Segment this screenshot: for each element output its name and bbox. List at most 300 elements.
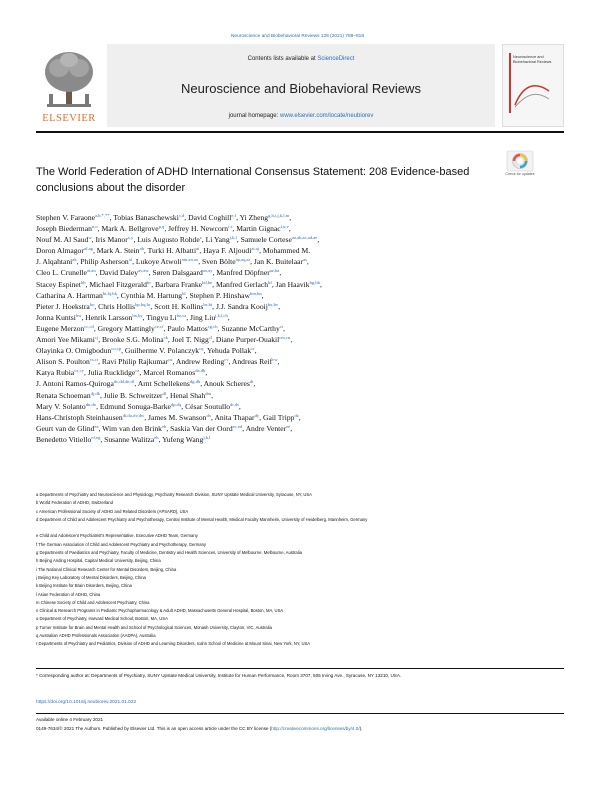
author-name[interactable]: Chris Hollis <box>98 301 136 311</box>
author-separator: , <box>288 224 291 234</box>
author-line <box>36 388 564 399</box>
author-affiliation-marks[interactable]: di <box>249 379 254 385</box>
author-name[interactable]: Susanne Walitza <box>104 434 155 444</box>
author-affiliation-marks[interactable]: aa,ab,ac,ad,ae <box>291 235 318 241</box>
license-link[interactable]: http://creativecommons.org/licenses/by/4.0/ <box>271 726 360 731</box>
author-separator: , <box>132 257 136 267</box>
author-affiliation-marks[interactable]: a,b,*,** <box>94 213 110 218</box>
author-separator: , <box>166 390 170 400</box>
author-name[interactable]: César Soutullo <box>185 401 231 411</box>
author-separator: , <box>211 390 213 400</box>
article-title: The World Federation of ADHD International Consensus Statement: 208 Evidence-based conclusions about the disorder <box>36 166 470 194</box>
author-name[interactable]: Jan Haavik <box>275 279 310 289</box>
footnote-rule <box>36 668 564 669</box>
author-separator: , <box>200 379 204 389</box>
author-separator: , <box>211 412 215 422</box>
author-line <box>36 243 564 254</box>
affiliation-item: i The National Clinical Research Center for Mental Disorders, Beijing, China <box>36 566 177 572</box>
author-separator: , <box>290 423 293 433</box>
author-name[interactable]: Samuele Cortese <box>240 235 292 245</box>
author-name[interactable]: Jonna Kuntsi <box>36 312 76 322</box>
author-affiliation-marks[interactable]: c,d <box>178 213 185 218</box>
contents-prefix: Contents lists available at <box>247 56 318 62</box>
author-affiliation-marks[interactable]: ee <box>286 423 291 429</box>
author-line <box>36 232 564 243</box>
author-separator: , <box>271 279 276 289</box>
author-affiliation-marks[interactable]: dx <box>206 412 212 418</box>
author-separator: , <box>143 246 148 256</box>
author-separator: , <box>84 368 88 378</box>
author-name[interactable]: Tingyu Li <box>146 312 177 322</box>
affiliation-item: o Department of Psychiatry, Harvard Medical School, Boston, MA, USA <box>36 616 168 622</box>
license-suffix: ). <box>359 726 363 731</box>
author-separator: , <box>212 268 217 278</box>
author-name[interactable]: Anouk Scheres <box>203 379 250 389</box>
author-line <box>36 254 564 265</box>
author-affiliation-marks[interactable]: dr,ds <box>230 401 239 407</box>
author-separator: , <box>306 257 309 267</box>
affiliation-item: e Child and Adolescent Psychiatrist's Representative, Executive ADHD Team, Germany <box>36 533 198 539</box>
author-separator: , <box>93 323 98 333</box>
author-affiliation-marks[interactable]: j,k,l <box>203 434 211 440</box>
author-name[interactable]: Geurt van de Glind <box>36 423 95 433</box>
author-affiliation-marks[interactable]: cm,cn <box>279 335 291 341</box>
author-name[interactable]: Manfred Döpfner <box>216 268 270 278</box>
author-separator: , <box>94 301 99 311</box>
author-name[interactable]: David Daley <box>99 268 139 278</box>
author-name[interactable]: Katya Rubia <box>36 368 75 378</box>
author-separator: , <box>76 257 81 267</box>
author-affiliation-marks[interactable]: dy <box>254 412 260 418</box>
affiliation-item: j Beijing Key Laboratory of Mental Disorders, Beijing, China <box>36 574 146 580</box>
author-affiliation-marks[interactable]: dc,dd,de,df <box>113 379 135 385</box>
author-affiliation-marks[interactable]: bo <box>89 301 95 307</box>
author-separator: , <box>279 268 282 278</box>
author-line <box>36 421 564 432</box>
author-name[interactable]: Sven Bölte <box>202 257 236 267</box>
author-affiliation-marks[interactable]: ck <box>163 335 168 341</box>
author-separator: , <box>121 346 125 356</box>
author-separator: , <box>134 379 138 389</box>
homepage-prefix: journal homepage: <box>228 113 280 119</box>
author-affiliation-marks[interactable]: cv <box>224 357 229 363</box>
author-affiliation-marks[interactable]: dm <box>205 390 212 396</box>
author-name[interactable]: Stacey Espinet <box>36 279 81 289</box>
author-affiliation-marks[interactable]: cq <box>199 346 204 352</box>
author-name[interactable]: Hans-Christoph Steinhausen <box>36 412 123 422</box>
author-name[interactable]: Saskia Van der Oord <box>170 423 233 433</box>
affiliation-list <box>36 491 564 649</box>
author-affiliation-marks[interactable]: ai,aj <box>251 246 260 252</box>
author-name[interactable]: Joel T. Nigg <box>171 335 209 345</box>
author-affiliation-marks[interactable]: cx,cy <box>74 368 84 374</box>
author-separator: , <box>100 434 105 444</box>
author-line <box>36 365 564 376</box>
author-line <box>36 221 564 232</box>
author-name[interactable]: Cynthia M. Hartung <box>120 290 183 300</box>
author-separator: , <box>172 357 176 367</box>
author-name[interactable]: Andreas Reif <box>231 357 273 367</box>
author-separator: , <box>98 423 103 433</box>
author-affiliation-marks[interactable]: cg,ch <box>207 323 218 329</box>
author-separator: , <box>242 423 246 433</box>
author-name[interactable]: Jing Liu <box>190 312 216 322</box>
author-affiliation-marks[interactable]: dz <box>294 412 299 418</box>
author-affiliation-marks[interactable]: z <box>199 235 202 241</box>
author-name[interactable]: Lukoye Atwoli <box>135 257 182 267</box>
author-separator: , <box>92 246 97 256</box>
author-name[interactable]: Michael Fitzgerald <box>89 279 147 289</box>
author-affiliation-marks[interactable]: dl <box>162 390 167 396</box>
elsevier-tree-icon <box>43 50 95 110</box>
author-affiliation-marks[interactable]: bu,bv <box>267 301 279 307</box>
affiliation-item: l Asian Federation of ADHD, China <box>36 591 101 597</box>
author-separator: , <box>85 279 90 289</box>
author-name[interactable]: Yufeng Wang <box>162 434 204 444</box>
author-affiliation-marks[interactable]: da,db <box>195 368 206 374</box>
author-separator: , <box>167 335 172 345</box>
affiliation-item: m Chinese Society of Child and Adolescent Psychiatry, China <box>36 599 150 605</box>
author-separator: , <box>198 257 203 267</box>
author-name[interactable]: Renata Schoeman <box>36 390 91 400</box>
author-list <box>36 210 564 443</box>
author-separator: , <box>205 368 208 378</box>
author-separator: , <box>98 357 102 367</box>
author-name[interactable]: Paulo Mattos <box>167 323 208 333</box>
affiliation-item: a Departments of Psychiatry and Neuroscience and Physiology, Psychiatry Research Division, SUNY Upstate Medical University, Syracuse, NY, USA <box>36 492 312 497</box>
author-line <box>36 210 564 221</box>
author-affiliation-marks[interactable]: ec,ed <box>232 423 243 429</box>
author-separator: , <box>236 235 241 245</box>
author-separator: , <box>228 357 232 367</box>
author-affiliation-marks[interactable]: bd,be <box>202 279 213 285</box>
author-line <box>36 354 564 365</box>
license-line <box>36 726 564 731</box>
author-name[interactable]: Gregory Mattingly <box>97 323 155 333</box>
author-affiliation-marks[interactable]: bc <box>146 279 152 285</box>
author-separator: , <box>98 335 102 345</box>
author-name[interactable]: Marcel Romanos <box>143 368 196 378</box>
author-affiliation-marks[interactable]: bm,bn <box>250 290 262 296</box>
author-separator: , <box>184 213 189 222</box>
author-affiliation-marks[interactable]: am,an,ao <box>181 257 199 263</box>
author-affiliation-marks[interactable]: cu <box>168 357 173 363</box>
journal-homepage-link[interactable]: www.elsevier.com/locate/neubiorev <box>279 113 374 119</box>
cover-accent-bar <box>509 53 511 113</box>
publisher-name: ELSEVIER <box>42 113 96 124</box>
author-affiliation-marks[interactable]: r,s <box>228 224 233 230</box>
affiliation-item: k Beijing Institute for Brain Disorders, Beijing, China <box>36 583 132 589</box>
author-affiliation-marks[interactable]: bs,bt <box>203 301 213 307</box>
author-name[interactable]: Edmund Sonuga-Barke <box>99 401 171 411</box>
author-name[interactable]: David Coghill <box>188 213 232 222</box>
author-name[interactable]: Scott H. Kollins <box>154 301 204 311</box>
author-line <box>36 410 564 421</box>
author-name[interactable]: Anita Thapar <box>214 412 255 422</box>
affiliation-item: b World Federation of ADHD, Switzerland <box>36 500 113 506</box>
author-affiliation-marks[interactable]: ah <box>139 246 144 252</box>
author-separator: , <box>250 257 254 267</box>
author-separator: , <box>289 213 292 222</box>
author-separator: , <box>199 246 204 256</box>
author-line <box>36 321 564 332</box>
author-name[interactable]: Stephen V. Faraone <box>36 213 95 222</box>
author-separator: , <box>290 335 293 345</box>
author-name[interactable]: Mark A. Bellgrove <box>101 224 159 234</box>
author-separator: , <box>163 323 168 333</box>
author-separator: , <box>97 224 102 234</box>
author-affiliation-marks[interactable]: w <box>88 235 92 241</box>
author-name[interactable]: Mark A. Stein <box>96 246 140 256</box>
author-affiliation-marks[interactable]: cw <box>272 357 278 363</box>
author-affiliation-marks[interactable]: cj <box>94 335 99 341</box>
author-affiliation-marks[interactable]: bw <box>75 312 82 318</box>
author-separator: , <box>278 301 281 311</box>
author-line <box>36 310 564 321</box>
author-affiliation-marks[interactable]: eb <box>161 423 167 429</box>
author-name[interactable]: Diane Purper-Ouakil <box>215 335 280 345</box>
author-name[interactable]: J. Alqahtani <box>36 257 73 267</box>
author-separator: , <box>259 412 263 422</box>
homepage-line <box>107 113 495 119</box>
author-affiliation-marks[interactable]: bp,bq,br <box>135 301 151 307</box>
cover-title: Neuroscience and Biobehavioral Reviews <box>513 55 552 64</box>
author-name[interactable]: Andre Venter <box>245 423 287 433</box>
author-affiliation-marks[interactable]: bl <box>182 290 186 296</box>
author-separator: , <box>212 301 216 311</box>
author-affiliation-marks[interactable]: af,ag <box>83 246 93 252</box>
author-line <box>36 343 564 354</box>
author-name[interactable]: Gail Tripp <box>262 412 295 422</box>
author-separator: , <box>133 235 138 245</box>
check-for-updates-icon[interactable] <box>503 150 537 184</box>
author-name[interactable]: Andrew Reding <box>175 357 225 367</box>
author-affiliation-marks[interactable]: e,f <box>231 213 237 218</box>
author-separator: , <box>254 346 257 356</box>
author-name[interactable]: Pieter J. Hoekstra <box>36 301 90 311</box>
author-affiliation-marks[interactable]: ax,ay <box>202 268 213 274</box>
author-name[interactable]: Suzanne McCarthy <box>221 323 280 333</box>
author-separator: , <box>319 279 322 289</box>
author-separator: , <box>261 290 264 300</box>
author-name[interactable]: Alison S. Poulton <box>36 357 90 367</box>
author-affiliation-marks[interactable]: eh <box>154 434 159 440</box>
author-separator: , <box>181 401 186 411</box>
author-separator: , <box>232 224 237 234</box>
author-name[interactable]: Wim van den Brink <box>102 423 162 433</box>
affiliation-item: h Beijing Anding Hospital, Capital Medical University, Beijing, China <box>36 558 161 564</box>
author-name[interactable]: Jan K. Buitelaar <box>253 257 304 267</box>
affiliation-item: q Australian ADHD Professionals Association (AADPA), Australia <box>36 633 156 639</box>
author-separator: , <box>142 312 147 322</box>
author-affiliation-marks[interactable]: ak <box>72 257 77 263</box>
author-affiliation-marks[interactable]: at,au <box>86 268 96 274</box>
author-separator: , <box>227 312 230 322</box>
author-affiliation-marks[interactable]: bi,bj,bk <box>102 290 117 296</box>
author-name[interactable]: Yi Zheng <box>239 213 269 222</box>
author-name[interactable]: Haya F. Aljoudi <box>203 246 252 256</box>
correspondence-note: * Corresponding author at: Departments of Psychiatry, SUNY Upstate Medical University, Institute for Human Performance, Room 3707, 505 Irving Ave., Syracuse, NY 13210, USA. <box>36 673 402 678</box>
author-separator: , <box>158 434 163 444</box>
author-name[interactable]: Joseph Biederman <box>36 224 92 234</box>
author-name[interactable]: Mary V. Solanto <box>36 401 86 411</box>
author-affiliation-marks[interactable]: t,u,v <box>280 224 289 230</box>
author-separator: , <box>164 224 169 234</box>
author-separator: , <box>201 235 206 245</box>
author-name[interactable]: Martin Gignac <box>236 224 281 234</box>
author-separator: , <box>109 213 114 222</box>
author-affiliation-marks[interactable]: g,h,i,j,k,l,m <box>268 213 290 218</box>
affiliation-item: d Department of Child and Adolescent Psychiatry and Psychotherapy, Central Institute of Mental Health, Medical Faculty Mannheim, University of Heidelberg, Mannheim, Germany <box>36 516 368 522</box>
author-name[interactable]: Søren Dalsgaard <box>152 268 203 278</box>
author-affiliation-marks[interactable]: as <box>303 257 307 263</box>
sciencedirect-link[interactable]: ScienceDirect <box>317 56 355 62</box>
header-rule <box>36 131 564 133</box>
author-affiliation-marks[interactable]: cl <box>208 335 213 341</box>
author-name[interactable]: Turki H. Albatti <box>147 246 197 256</box>
author-line <box>36 288 564 299</box>
author-separator: , <box>283 323 285 333</box>
author-affiliation-marks[interactable]: dg,dh <box>189 379 201 385</box>
author-separator: , <box>150 301 155 311</box>
author-name[interactable]: Benedetto Vitiello <box>36 434 92 444</box>
author-line <box>36 299 564 310</box>
author-affiliation-marks[interactable]: x,y <box>127 235 134 241</box>
author-name[interactable]: Cleo L. Crunelle <box>36 268 87 278</box>
author-affiliation-marks[interactable]: j,k,l,cb <box>215 312 228 318</box>
author-affiliation-marks[interactable]: j,k,l <box>229 235 237 241</box>
check-for-updates-label[interactable]: Check for updates <box>505 172 535 176</box>
author-name[interactable]: Doron Almagor <box>36 246 84 256</box>
author-affiliation-marks[interactable]: cc,cd <box>84 323 94 329</box>
author-separator: , <box>253 379 256 389</box>
affiliation-item: p Turner Institute for Brain and Mental Health and School of Psychological Sciences, Monash University, Clayton, VIC, Australia <box>36 624 272 630</box>
doi-link[interactable]: https://doi.org/10.1016/j.neubiorev.2021.01.022 <box>36 700 137 705</box>
license-text: 0149-7634/© 2021 The Authors. Published by Elsevier Ltd. This is an open access article under the CC BY license ( <box>36 726 272 731</box>
journal-citation[interactable]: Neuroscience and Biobehavioral Reviews 128 (2021) 789–818 <box>230 34 365 39</box>
author-affiliation-marks[interactable]: bz,ca <box>176 312 187 318</box>
author-name[interactable]: Luis Augusto Rohde <box>137 235 200 245</box>
author-affiliation-marks[interactable]: cs,ct <box>89 357 99 363</box>
author-affiliation-marks[interactable]: ci <box>279 323 284 329</box>
author-affiliation-marks[interactable]: ai <box>196 246 200 252</box>
author-affiliation-marks[interactable]: bb <box>80 279 86 285</box>
journal-masthead <box>107 44 495 127</box>
author-name[interactable]: Catharina A. Hartman <box>36 290 103 300</box>
author-name[interactable]: Li Yang <box>205 235 230 245</box>
author-separator: , <box>203 346 207 356</box>
contents-line <box>107 56 495 62</box>
author-name[interactable]: Henal Shah <box>169 390 206 400</box>
author-name[interactable]: Arnt Schellekens <box>137 379 190 389</box>
author-affiliation-marks[interactable]: dj,dk <box>90 390 100 396</box>
author-separator: , <box>277 357 280 367</box>
author-name[interactable]: Mohammed M. <box>262 246 311 256</box>
author-line <box>36 265 564 276</box>
author-separator: , <box>91 235 96 245</box>
author-line <box>36 277 564 288</box>
journal-title: Neuroscience and Biobehavioral Reviews <box>181 81 421 96</box>
author-affiliation-marks[interactable]: az,ba <box>269 268 280 274</box>
author-name[interactable]: Olayinka O. Omigbodun <box>36 346 112 356</box>
author-name[interactable]: Brooke S.G. Molina <box>101 335 164 345</box>
author-affiliation-marks[interactable]: cz <box>135 368 140 374</box>
author-separator: , <box>212 335 216 345</box>
author-affiliation-marks[interactable]: dt,du,dv,dw <box>122 412 145 418</box>
author-affiliation-marks[interactable]: dn,do <box>85 401 97 407</box>
author-affiliation-marks[interactable]: ap,aq,ar <box>235 257 251 263</box>
author-affiliation-marks[interactable]: cr <box>251 346 255 352</box>
cover-art-icon <box>513 77 551 109</box>
author-affiliation-marks[interactable]: ea <box>94 423 99 429</box>
author-name[interactable]: Jeffrey H. Newcorn <box>168 224 229 234</box>
author-affiliation-marks[interactable]: co,cp <box>111 346 122 352</box>
author-name[interactable]: Guilherme V. Polanczyk <box>124 346 200 356</box>
author-line <box>36 399 564 410</box>
author-separator: , <box>116 290 121 300</box>
author-separator: , <box>317 235 320 245</box>
author-name[interactable]: Stephen P. Hinshaw <box>189 290 251 300</box>
author-name[interactable]: Iris Manor <box>95 235 128 245</box>
author-name[interactable]: Nouf M. Al Saud <box>36 235 89 245</box>
author-name[interactable]: Julie B. Schweitzer <box>103 390 163 400</box>
author-line <box>36 332 564 343</box>
author-separator: , <box>217 323 222 333</box>
author-name[interactable]: Philip Asherson <box>80 257 129 267</box>
author-affiliation-marks[interactable]: bx,by <box>132 312 143 318</box>
affiliation-item: f The German Association of Child and Adolescent Psychiatry and Psychotherapy, Germany <box>36 541 206 547</box>
author-separator: , <box>236 213 240 222</box>
author-name[interactable]: Tobias Banaschewski <box>113 213 179 222</box>
author-separator: , <box>186 312 191 322</box>
author-separator: , <box>166 423 171 433</box>
author-name[interactable]: Amori Yee Mikami <box>36 335 95 345</box>
journal-header <box>36 44 564 127</box>
author-affiliation-marks[interactable]: ef,eg <box>91 434 101 440</box>
journal-cover-thumbnail <box>502 44 564 127</box>
author-affiliation-marks[interactable]: av,aw <box>138 268 149 274</box>
author-affiliation-marks[interactable]: ce,cf <box>154 323 164 329</box>
author-affiliation-marks[interactable]: n,o <box>91 224 98 230</box>
author-separator: , <box>96 401 100 411</box>
author-affiliation-marks[interactable]: bg,bh <box>309 279 320 285</box>
author-name[interactable]: J.J. Sandra Kooij <box>215 301 268 311</box>
author-affiliation-marks[interactable]: dp,dq <box>170 401 182 407</box>
author-separator: , <box>259 246 263 256</box>
author-name[interactable]: Ravi Philip Rajkumar <box>101 357 169 367</box>
author-separator: , <box>151 279 156 289</box>
author-name[interactable]: Yehuda Pollak <box>206 346 252 356</box>
author-separator: , <box>95 268 100 278</box>
author-affiliation-marks[interactable]: p,q <box>158 224 165 230</box>
author-separator: , <box>139 368 144 378</box>
author-name[interactable]: Julia Rucklidge <box>87 368 136 378</box>
author-name[interactable]: Barbara Franke <box>155 279 203 289</box>
author-affiliation-marks[interactable]: bf <box>268 279 272 285</box>
author-separator: , <box>144 412 149 422</box>
author-name[interactable]: Eugene Merzon <box>36 323 85 333</box>
affiliation-item: g Departments of Paediatrics and Psychiatry, Faculty of Medicine, Dentistry and Health Sciences, University of Melbourne, Melbourne, Australia <box>36 550 302 556</box>
author-line <box>36 376 564 387</box>
author-affiliation-marks[interactable]: al <box>128 257 133 263</box>
author-name[interactable]: J. Antoni Ramos-Quiroga <box>36 379 114 389</box>
affiliation-item: r Departments of Psychiatry and Pediatrics, Division of ADHD and Learning Disorders, Icahn School of Medicine at Mount Sinai, New York, NY, USA <box>36 641 311 647</box>
available-online: Available online 4 February 2021 <box>36 717 104 722</box>
author-name[interactable]: Henrik Larsson <box>85 312 133 322</box>
author-name[interactable]: Manfred Gerlach <box>215 279 269 289</box>
author-line <box>36 432 564 443</box>
author-name[interactable]: James M. Swanson <box>148 412 207 422</box>
